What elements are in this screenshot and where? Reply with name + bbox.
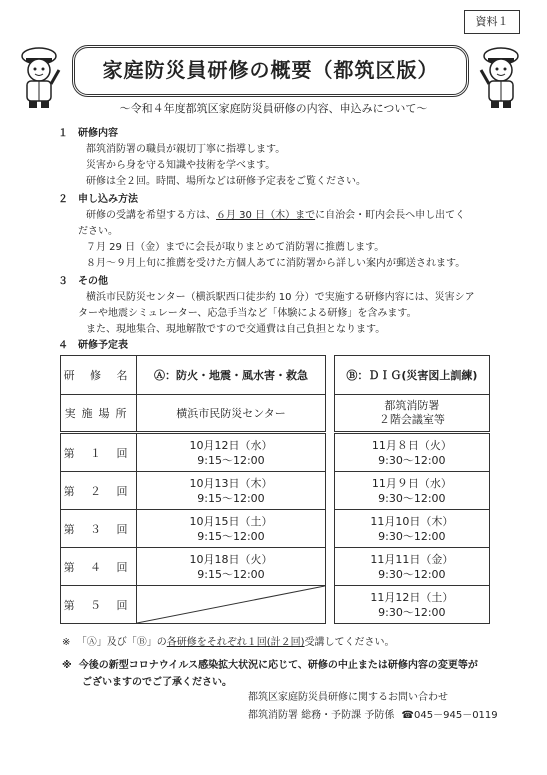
section-number: ４	[58, 340, 68, 351]
section-text: ８月〜９月上旬に推薦を受けた方個人あてに消防署から詳しい案内が郵送されます。	[86, 258, 466, 269]
page-title: 家庭防災員研修の概要（都筑区版）	[72, 45, 469, 97]
session-label: 第 ５ 回	[61, 586, 137, 624]
note-text: 「Ⓐ」及び「Ⓑ」の	[76, 637, 167, 648]
table-row	[61, 586, 490, 624]
table-row	[61, 548, 490, 586]
note-text: 受講してください。	[304, 637, 395, 648]
section-text: また、現地集合、現地解散ですので交通費は自己負担となります。	[86, 324, 386, 335]
note-text: ございますのでご了承ください。	[82, 677, 232, 688]
note-two	[62, 657, 532, 691]
section-other	[58, 274, 528, 338]
section-training-content	[58, 126, 528, 190]
table-row	[61, 472, 490, 510]
session-date: 11月９日（水）	[371, 476, 452, 490]
section-schedule	[58, 338, 128, 354]
section-heading: 研修内容	[78, 128, 118, 139]
table-row	[61, 395, 490, 433]
section-text: を含みます。	[357, 308, 417, 319]
phone-icon: ☎	[401, 710, 415, 721]
page-subtitle: 〜令和４年度都筑区家庭防災員研修の内容、申込みについて〜	[119, 102, 428, 115]
section-number: ２	[58, 194, 68, 205]
section-heading: その他	[78, 276, 108, 287]
document-label: 資料１	[464, 10, 520, 34]
table-gap	[325, 548, 334, 586]
session-date: 11月８日（火）	[371, 438, 452, 452]
note-one	[62, 634, 532, 651]
table-gap	[325, 356, 334, 395]
table-gap	[325, 395, 334, 433]
table-gap	[325, 510, 334, 548]
place-a: 横浜市民防災センター	[137, 395, 326, 433]
session-time: 9:30〜12:00	[378, 529, 446, 543]
session-b-cell	[334, 433, 489, 472]
session-a-cell	[137, 548, 326, 586]
session-time: 9:30〜12:00	[378, 453, 446, 467]
section-text: ターや地震シミュレーター、応急手当など	[78, 308, 268, 319]
section-text: 都筑消防署の職員が親切丁寧に指導します。	[86, 144, 286, 155]
session-date: 10月15日（土）	[189, 514, 273, 528]
session-time: 9:15〜12:00	[197, 567, 265, 581]
session-a-cell	[137, 472, 326, 510]
contact-block	[248, 689, 538, 725]
session-label: 第 ４ 回	[61, 548, 137, 586]
session-label: 第 ２ 回	[61, 472, 137, 510]
session-a-cell	[137, 433, 326, 472]
session-label: 第 １ 回	[61, 433, 137, 472]
diagonal-slash-icon	[137, 586, 325, 623]
note-mark: ※	[62, 660, 72, 671]
row-label-course: 研 修 名	[61, 356, 137, 395]
session-time: 9:30〜12:00	[378, 491, 446, 505]
section-text: に自治会・町内会長へ申し出てく	[315, 210, 466, 221]
section-number: １	[58, 128, 68, 139]
section-text: ださい。	[78, 226, 118, 237]
table-row	[61, 356, 490, 395]
session-time: 9:15〜12:00	[197, 453, 265, 467]
place-b	[334, 395, 489, 433]
contact-heading: 都筑区家庭防災員研修に関するお問い合わせ	[248, 692, 448, 703]
session-time: 9:15〜12:00	[197, 491, 265, 505]
section-number: ３	[58, 276, 68, 287]
note-text: 今後の新型コロナウイルス感染拡大状況に応じて、研修の中止または研修内容の変更等が	[78, 660, 478, 671]
session-date: 11月10日（木）	[370, 514, 454, 528]
table-gap	[325, 433, 334, 472]
section-text: 「体験による研修」	[267, 308, 358, 319]
note-mark: ※	[62, 637, 71, 648]
session-b-cell	[334, 510, 489, 548]
section-heading: 研修予定表	[78, 340, 128, 351]
session-date: 11月11日（金）	[370, 552, 454, 566]
schedule-table	[60, 355, 490, 624]
place-b-line: ２階会議室等	[378, 413, 445, 426]
session-a-empty-cell	[137, 586, 326, 624]
table-row	[61, 510, 490, 548]
session-b-cell	[334, 472, 489, 510]
note-emphasis: 各研修をそれぞれ１回(計２回)	[166, 637, 305, 648]
session-b-cell	[334, 586, 489, 624]
contact-office: 都筑消防署 総務・予防課 予防係	[248, 710, 395, 721]
section-application-method	[58, 192, 528, 272]
session-a-cell	[137, 510, 326, 548]
row-label-place: 実施場所	[61, 395, 137, 433]
session-date: 10月13日（木）	[189, 476, 273, 490]
section-text: 研修は全２回。時間、場所などは研修予定表をご覧ください。	[86, 176, 366, 187]
deadline-date: ６月 30 日（木）まで	[216, 210, 316, 221]
course-b-name: Ⓑ：ＤＩＧ(災害図上訓練)	[334, 356, 489, 395]
section-text: 研修の受講を希望する方は、	[86, 210, 216, 221]
session-label: 第 ３ 回	[61, 510, 137, 548]
table-row	[61, 433, 490, 472]
session-date: 11月12日（土）	[370, 590, 454, 604]
place-b-line: 都筑消防署	[384, 399, 440, 412]
section-heading: 申し込み方法	[78, 194, 138, 205]
table-gap	[325, 472, 334, 510]
session-date: 10月18日（火）	[189, 552, 273, 566]
section-text: 災害から身を守る知識や技術を学べます。	[86, 160, 276, 171]
session-time: 9:15〜12:00	[197, 529, 265, 543]
section-text: 横浜市民防災センター（横浜駅西口徒歩約 10 分）で実施する研修内容には、災害シア	[86, 292, 475, 303]
section-text: ７月 29 日（金）までに会長が取りまとめて消防署に推薦します。	[86, 242, 385, 253]
contact-phone[interactable]: 045－945－0119	[414, 710, 498, 721]
session-b-cell	[334, 548, 489, 586]
session-time: 9:30〜12:00	[378, 567, 446, 581]
course-a-name: Ⓐ：防火・地震・風水害・救急	[137, 356, 326, 395]
session-time: 9:30〜12:00	[378, 605, 446, 619]
session-date: 10月12日（水）	[189, 438, 273, 452]
table-gap	[325, 586, 334, 624]
